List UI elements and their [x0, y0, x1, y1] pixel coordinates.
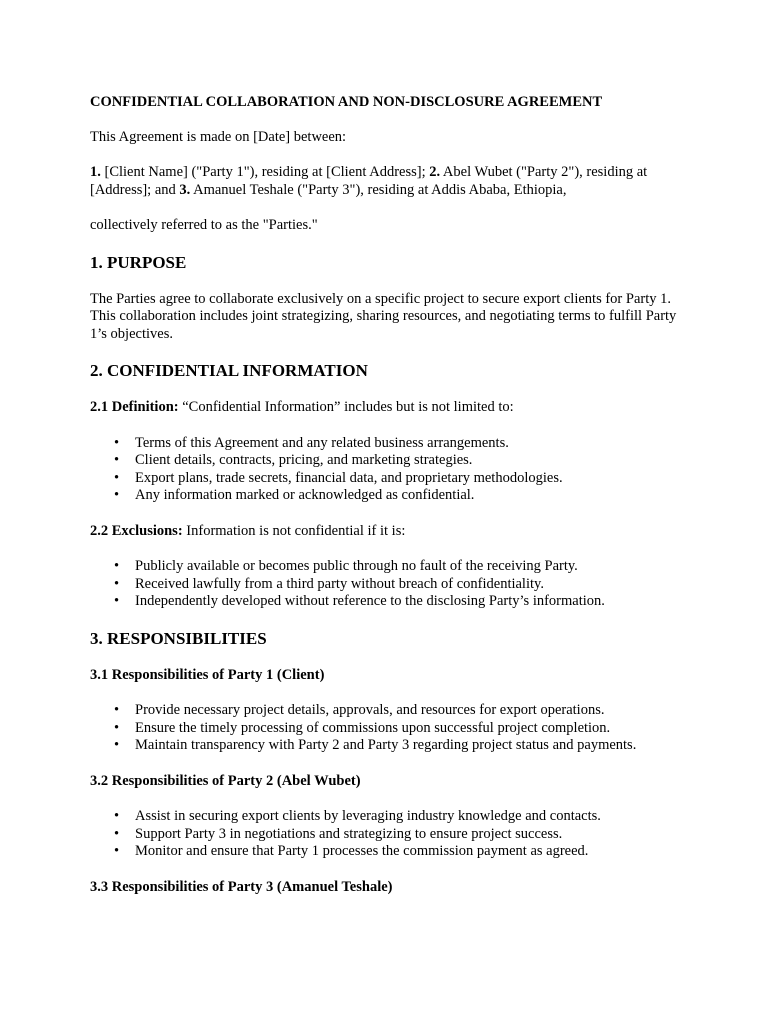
definition-paragraph [90, 399, 690, 417]
responsibilities-heading: 3. RESPONSIBILITIES [90, 628, 267, 648]
party-1-responsibilities-heading: 3.1 Responsibilities of Party 1 (Client) [90, 666, 325, 683]
list-item: • Maintain transparency with Party 2 and Party 3 regarding project status and payments. [135, 737, 690, 755]
definition-label: 2.1 Definition: [90, 399, 179, 415]
list-item: • Export plans, trade secrets, financial data, and proprietary methodologies. [135, 470, 690, 488]
purpose-text: The Parties agree to collaborate exclusively on a specific project to secure export clients for Party 1. This collaboration includes joint strategizing, sharing resources, and negotiating terms to fulfill Party 1’s objectives. [90, 290, 677, 342]
purpose-heading: 1. PURPOSE [90, 252, 187, 272]
exclusions-list [90, 558, 690, 611]
exclusions-paragraph [90, 523, 690, 541]
party-1-number: 1. [90, 164, 101, 180]
collectively-text: collectively referred to as the "Parties." [90, 217, 318, 233]
definition-text: “Confidential Information” includes but is not limited to: [178, 399, 514, 415]
list-item: • Support Party 3 in negotiations and strategizing to ensure project success. [135, 826, 690, 844]
list-item: • Monitor and ensure that Party 1 processes the commission payment as agreed. [135, 843, 690, 861]
document-title: CONFIDENTIAL COLLABORATION AND NON-DISCLOSURE AGREEMENT [90, 94, 603, 110]
list-item: • Assist in securing export clients by leveraging industry knowledge and contacts. [135, 808, 690, 826]
party-2-responsibilities-list [90, 808, 690, 861]
list-item: • Terms of this Agreement and any related business arrangements. [135, 435, 690, 453]
party-2-number: 2. [429, 164, 441, 180]
exclusions-label: 2.2 Exclusions: [90, 522, 183, 539]
list-item: • Provide necessary project details, approvals, and resources for export operations. [135, 702, 690, 720]
document-page [90, 94, 690, 914]
list-item: • Ensure the timely processing of commissions upon successful project completion. [135, 720, 690, 738]
party-3-number: 3. [179, 181, 191, 198]
party-3-responsibilities-heading: 3.3 Responsibilities of Party 3 (Amanuel Teshale) [90, 878, 393, 895]
definition-list [90, 435, 690, 505]
exclusions-text: Information is not confidential if it is: [182, 522, 406, 539]
party-2-responsibilities-heading: 3.2 Responsibilities of Party 2 (Abel Wubet) [90, 772, 361, 789]
intro-text: This Agreement is made on [Date] between: [90, 128, 347, 145]
list-item: • Received lawfully from a third party without breach of confidentiality. [135, 576, 690, 594]
confidential-heading: 2. CONFIDENTIAL INFORMATION [90, 361, 368, 380]
list-item: • Independently developed without reference to the disclosing Party’s information. [135, 593, 690, 611]
party-1-responsibilities-list [90, 702, 690, 755]
list-item: • Any information marked or acknowledged as confidential. [135, 487, 690, 505]
parties-paragraph [90, 164, 690, 199]
party-3-text: Amanuel Teshale ("Party 3"), residing at Addis Ababa, Ethiopia, [190, 181, 567, 198]
party-2-text: Abel Wubet ("Party 2"), residing at [Address]; and [90, 164, 648, 198]
party-1-text: [Client Name] ("Party 1"), residing at [Client Address]; [100, 164, 430, 180]
list-item: • Client details, contracts, pricing, and marketing strategies. [135, 452, 690, 470]
list-item: • Publicly available or becomes public through no fault of the receiving Party. [135, 558, 690, 576]
